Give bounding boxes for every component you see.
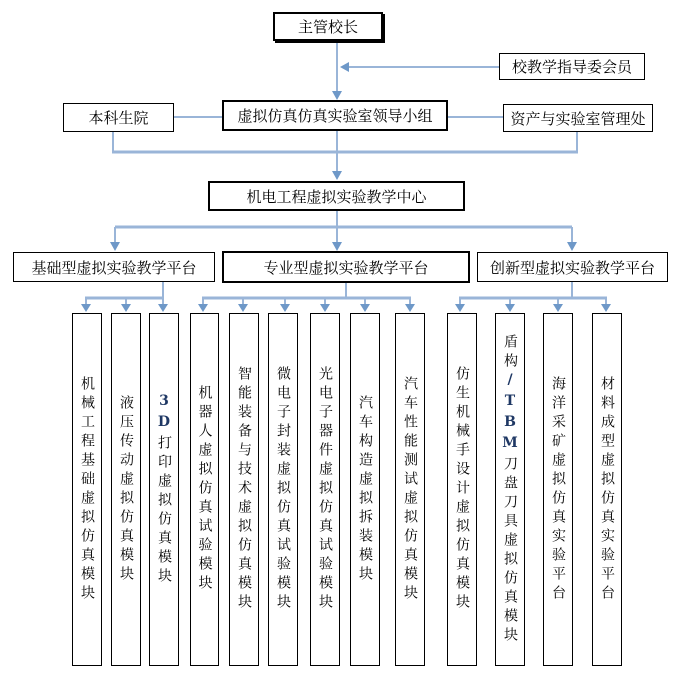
module-label: 材料成型虚拟仿真实验平台 [599,375,615,604]
module-box-mechanical-basics [72,313,102,666]
box-assets-office-label: 资产与实验室管理处 [510,109,646,128]
box-undergraduate-school-label: 本科生院 [88,109,149,127]
box-platform-innovative-label: 创新型虚拟实验教学平台 [489,258,655,277]
module-label: 光电子器件虚拟仿真试验模块 [317,366,333,613]
module-box-intelligent-equipment [229,313,259,666]
box-assets-office [503,104,653,132]
box-teaching-committee [499,53,645,80]
box-teaching-committee-label: 校教学指导委会员 [511,58,632,76]
module-box-auto-structure [350,313,380,666]
box-platform-professional-label: 专业型虚拟实验教学平台 [263,258,429,277]
module-box-3d-printing [149,313,179,666]
module-label: 盾构/TBM刀盘刀具虚拟仿真模块 [502,333,518,646]
module-label: 机械工程基础虚拟仿真模块 [79,375,95,604]
module-label: 海洋采矿虚拟仿真实验平台 [550,375,566,604]
module-label: 汽车构造虚拟拆装模块 [357,394,373,585]
box-president-label: 主管校长 [297,18,358,36]
module-box-optoelectronic-devices [310,313,340,666]
module-box-auto-performance [395,313,425,666]
module-box-shield-tbm-cutter [495,313,525,666]
module-label: 仿生机械手设计虚拟仿真模块 [454,366,470,613]
box-platform-professional [222,251,470,283]
box-platform-basic [13,252,215,282]
box-teaching-center-label: 机电工程虚拟实验教学中心 [246,187,427,206]
module-label: 微电子封装虚拟仿真试验模块 [275,366,291,613]
module-box-hydraulic-drive [111,313,141,666]
box-leadership-group-label: 虚拟仿真仿真实验室领导小组 [237,107,433,125]
module-box-robot [190,313,219,666]
box-platform-innovative [477,252,668,282]
module-label: 3D打印虚拟仿真模块 [156,392,172,587]
module-box-material-forming [592,313,622,666]
box-teaching-center [208,181,465,211]
module-box-ocean-mining [543,313,573,666]
module-box-bionic-manipulator [447,313,477,666]
module-label: 机器人虚拟仿真试验模块 [196,385,213,594]
module-label: 液压传动虚拟仿真模块 [118,394,134,585]
latin-text: 3D [156,392,172,435]
module-label: 汽车性能测试虚拟仿真模块 [402,375,418,604]
box-platform-basic-label: 基础型虚拟实验教学平台 [31,258,197,277]
module-box-microelectronics-packaging [268,313,298,666]
box-president [273,12,383,41]
box-undergraduate-school [63,103,174,132]
latin-text: /TBM [502,371,518,456]
box-leadership-group [222,100,448,131]
module-label: 智能装备与技术虚拟仿真模块 [236,366,252,613]
